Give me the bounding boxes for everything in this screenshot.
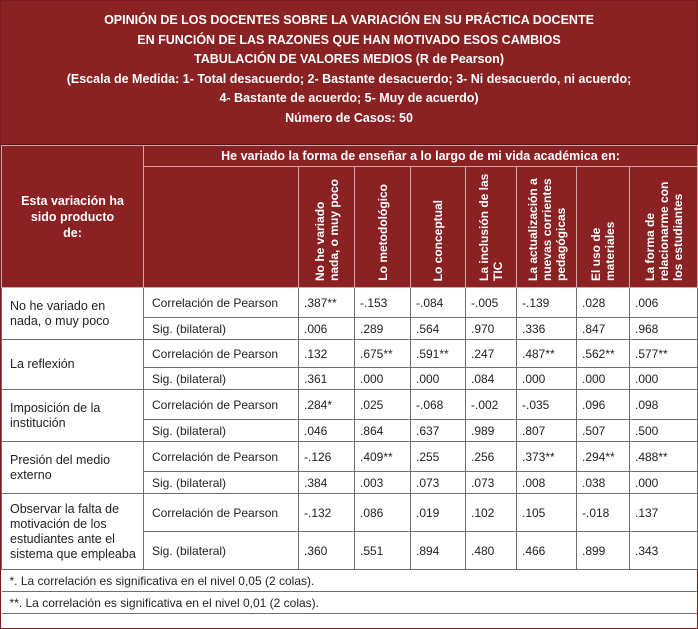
significance-value: .360 xyxy=(299,532,355,570)
title-line-2: EN FUNCIÓN DE LAS RAZONES QUE HAN MOTIVADO ESOS CAMBIOS xyxy=(137,32,561,47)
significance-value: .073 xyxy=(411,472,466,494)
column-header-label: Lo conceptual xyxy=(431,199,445,281)
significance-label: Sig. (bilateral) xyxy=(144,532,299,570)
significance-value: .894 xyxy=(411,532,466,570)
pearson-value: -.018 xyxy=(577,494,630,532)
column-header xyxy=(355,167,411,288)
pearson-value: -.139 xyxy=(517,288,577,318)
pearson-value: .591** xyxy=(411,340,466,368)
pearson-label: Correlación de Pearson xyxy=(144,494,299,532)
significance-value: .336 xyxy=(517,318,577,340)
pearson-value: .487** xyxy=(517,340,577,368)
column-header xyxy=(411,167,466,288)
significance-value: .637 xyxy=(411,420,466,442)
column-header xyxy=(517,167,577,288)
title-line-4: (Escala de Medida: 1- Total desacuerdo; 2- Bastante desacuerdo; 3- Ni desacuerdo, ni acuerdo; xyxy=(66,71,632,86)
pearson-label: Correlación de Pearson xyxy=(144,340,299,368)
significance-value: .006 xyxy=(299,318,355,340)
significance-value: .989 xyxy=(466,420,517,442)
table-body xyxy=(2,288,698,570)
pearson-value: .096 xyxy=(577,390,630,420)
column-header-label: El uso de materiales xyxy=(589,221,617,281)
footnote-double: **. La correlación es significativa en el nivel 0,01 (2 colas). xyxy=(2,592,698,614)
column-header xyxy=(466,167,517,288)
pearson-value: .562** xyxy=(577,340,630,368)
significance-value: .000 xyxy=(577,368,630,390)
significance-label: Sig. (bilateral) xyxy=(144,318,299,340)
significance-value: .000 xyxy=(355,368,411,390)
significance-value: .003 xyxy=(355,472,411,494)
pearson-value: -.132 xyxy=(299,494,355,532)
title-line-5: 4- Bastante de acuerdo; 5- Muy de acuerdo) xyxy=(219,91,479,106)
column-header-label: La inclusión de las TIC xyxy=(477,173,505,281)
significance-label: Sig. (bilateral) xyxy=(144,472,299,494)
pearson-value: .019 xyxy=(411,494,466,532)
column-header-label: La actualización a nuevas corrientes pedagógicas xyxy=(525,178,568,281)
row-label: Imposición de la institución xyxy=(2,390,144,442)
row-label: No he variado en nada, o muy poco xyxy=(2,288,144,340)
column-header xyxy=(299,167,355,288)
pearson-value: .086 xyxy=(355,494,411,532)
column-header-label: Lo metodológico xyxy=(375,184,390,281)
column-header xyxy=(577,167,630,288)
significance-value: .000 xyxy=(630,472,698,494)
significance-value: .564 xyxy=(411,318,466,340)
pearson-value: -.153 xyxy=(355,288,411,318)
significance-value: .361 xyxy=(299,368,355,390)
significance-value: .008 xyxy=(517,472,577,494)
significance-value: .289 xyxy=(355,318,411,340)
pearson-value: .488** xyxy=(630,442,698,472)
pearson-value: .247 xyxy=(466,340,517,368)
significance-label: Sig. (bilateral) xyxy=(144,368,299,390)
significance-value: .000 xyxy=(517,368,577,390)
pearson-value: .137 xyxy=(630,494,698,532)
significance-value: .807 xyxy=(517,420,577,442)
pearson-value: -.126 xyxy=(299,442,355,472)
pearson-value: .255 xyxy=(411,442,466,472)
pearson-value: .028 xyxy=(577,288,630,318)
significance-value: .000 xyxy=(630,368,698,390)
footnote-single: *. La correlación es significativa en el nivel 0,05 (2 colas). xyxy=(2,570,698,592)
significance-value: .384 xyxy=(299,472,355,494)
title-line-6: Número de Casos: 50 xyxy=(285,110,413,125)
significance-value: .466 xyxy=(517,532,577,570)
group-header: He variado la forma de enseñar a lo largo de mi vida académica en: xyxy=(144,146,698,167)
pearson-value: .132 xyxy=(299,340,355,368)
header-spacer xyxy=(144,167,299,288)
table-row xyxy=(2,390,698,420)
title-line-1: OPINIÓN DE LOS DOCENTES SOBRE LA VARIACIÓN EN SU PRÁCTICA DOCENTE xyxy=(104,13,594,27)
column-header xyxy=(630,167,698,288)
significance-value: .038 xyxy=(577,472,630,494)
pearson-label: Correlación de Pearson xyxy=(144,390,299,420)
pearson-value: .373** xyxy=(517,442,577,472)
significance-value: .970 xyxy=(466,318,517,340)
row-label: Observar la falta de motivación de los estudiantes ante el sistema que empleaba xyxy=(2,494,144,570)
column-header-label: No he variado nada, o muy poco xyxy=(312,178,341,281)
pearson-value: -.068 xyxy=(411,390,466,420)
pearson-value: .006 xyxy=(630,288,698,318)
pearson-value: -.005 xyxy=(466,288,517,318)
significance-value: .551 xyxy=(355,532,411,570)
table-row xyxy=(2,494,698,532)
pearson-value: .025 xyxy=(355,390,411,420)
pearson-value: .105 xyxy=(517,494,577,532)
table-row xyxy=(2,442,698,472)
pearson-value: .098 xyxy=(630,390,698,420)
column-header-label: La forma de relacionarme con los estudiantes xyxy=(642,181,685,281)
pearson-label: Correlación de Pearson xyxy=(144,442,299,472)
row-header: Esta variación ha sido producto de: xyxy=(2,146,144,288)
significance-value: .343 xyxy=(630,532,698,570)
pearson-label: Correlación de Pearson xyxy=(144,288,299,318)
significance-value: .000 xyxy=(411,368,466,390)
title-line-3: TABULACIÓN DE VALORES MEDIOS (R de Pearson) xyxy=(194,52,504,67)
significance-value: .899 xyxy=(577,532,630,570)
significance-value: .046 xyxy=(299,420,355,442)
pearson-value: .102 xyxy=(466,494,517,532)
table-row xyxy=(2,288,698,318)
significance-value: .968 xyxy=(630,318,698,340)
pearson-value: -.002 xyxy=(466,390,517,420)
significance-value: .847 xyxy=(577,318,630,340)
pearson-value: .256 xyxy=(466,442,517,472)
correlation-table xyxy=(1,145,698,614)
pearson-value: .409** xyxy=(355,442,411,472)
significance-value: .864 xyxy=(355,420,411,442)
pearson-value: .387** xyxy=(299,288,355,318)
significance-value: .073 xyxy=(466,472,517,494)
significance-label: Sig. (bilateral) xyxy=(144,420,299,442)
pearson-value: -.084 xyxy=(411,288,466,318)
significance-value: .480 xyxy=(466,532,517,570)
pearson-value: .294** xyxy=(577,442,630,472)
pearson-value: -.035 xyxy=(517,390,577,420)
pearson-value: .675** xyxy=(355,340,411,368)
pearson-value: .577** xyxy=(630,340,698,368)
table-title xyxy=(1,1,697,145)
table-row xyxy=(2,340,698,368)
row-label: Presión del medio externo xyxy=(2,442,144,494)
significance-value: .500 xyxy=(630,420,698,442)
significance-value: .084 xyxy=(466,368,517,390)
pearson-value: .284* xyxy=(299,390,355,420)
row-label: La reflexión xyxy=(2,340,144,390)
significance-value: .507 xyxy=(577,420,630,442)
